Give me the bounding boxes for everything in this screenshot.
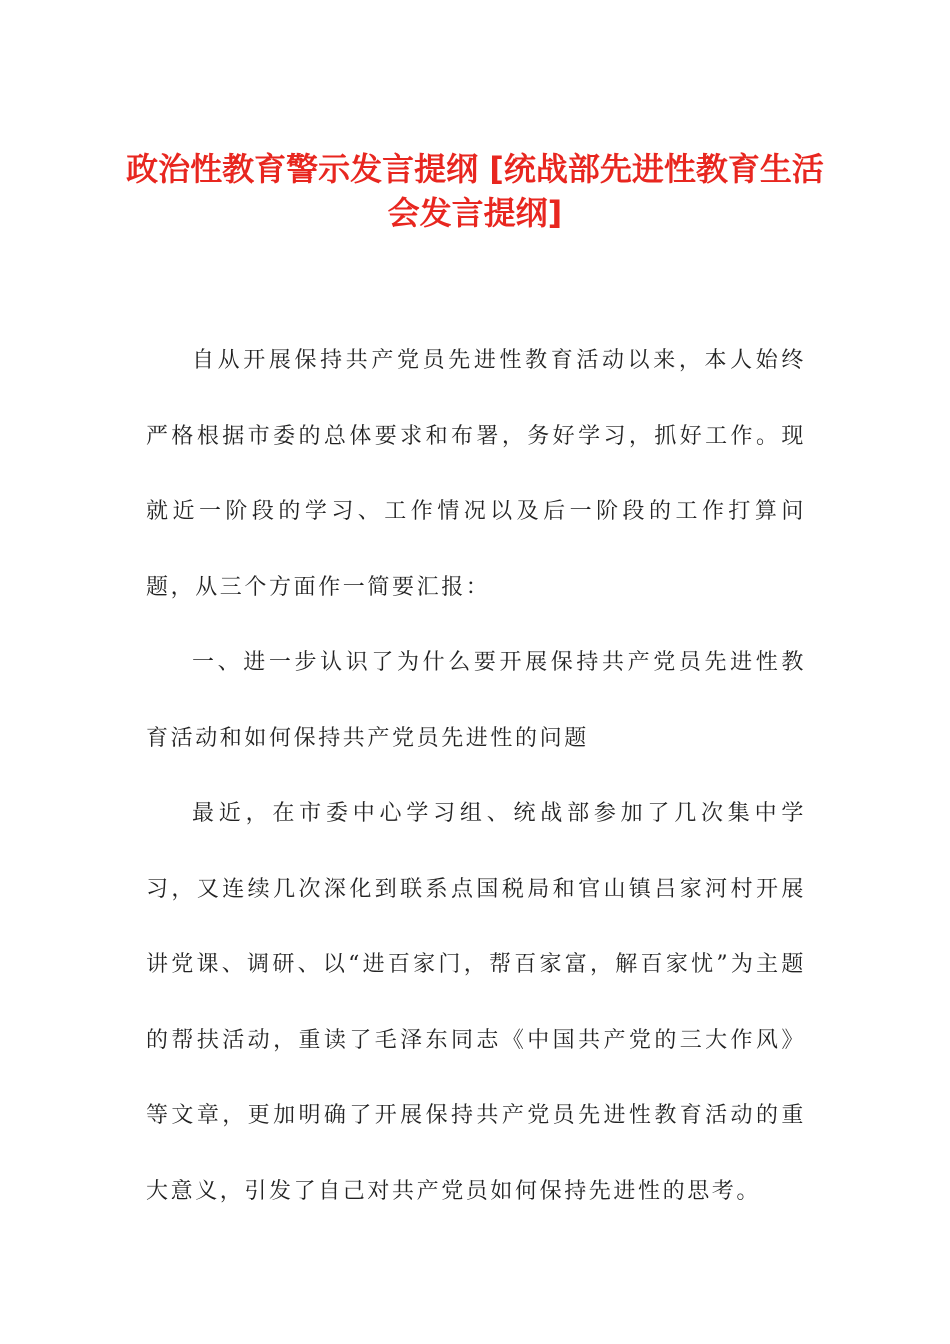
paragraph-section-heading-1: 一、进一步认识了为什么要开展保持共产党员先进性教育活动和如何保持共产党员先进性的问题	[146, 650, 806, 751]
document-title: 政治性教育警示发言提纲 [统战部先进性教育生活会发言提纲]	[126, 150, 824, 232]
document-body	[146, 323, 806, 1229]
paragraph-section-body-1: 最近，在市委中心学习组、统战部参加了几次集中学习，又连续几次深化到联系点国税局和官山镇吕家河村开展讲党课、调研、以“进百家门，帮百家富，解百家忧”为主题的帮扶活动，重读了毛泽东同志《中国共产党的三大作风》等文章，更加明确了开展保持共产党员先进性教育活动的重大意义，引发了自己对共产党员如何保持先进性的思考。	[146, 801, 806, 1204]
paragraph-intro: 自从开展保持共产党员先进性教育活动以来，本人始终严格根据市委的总体要求和布署，务好学习，抓好工作。现就近一阶段的学习、工作情况以及后一阶段的工作打算问题，从三个方面作一简要汇报：	[146, 348, 806, 600]
